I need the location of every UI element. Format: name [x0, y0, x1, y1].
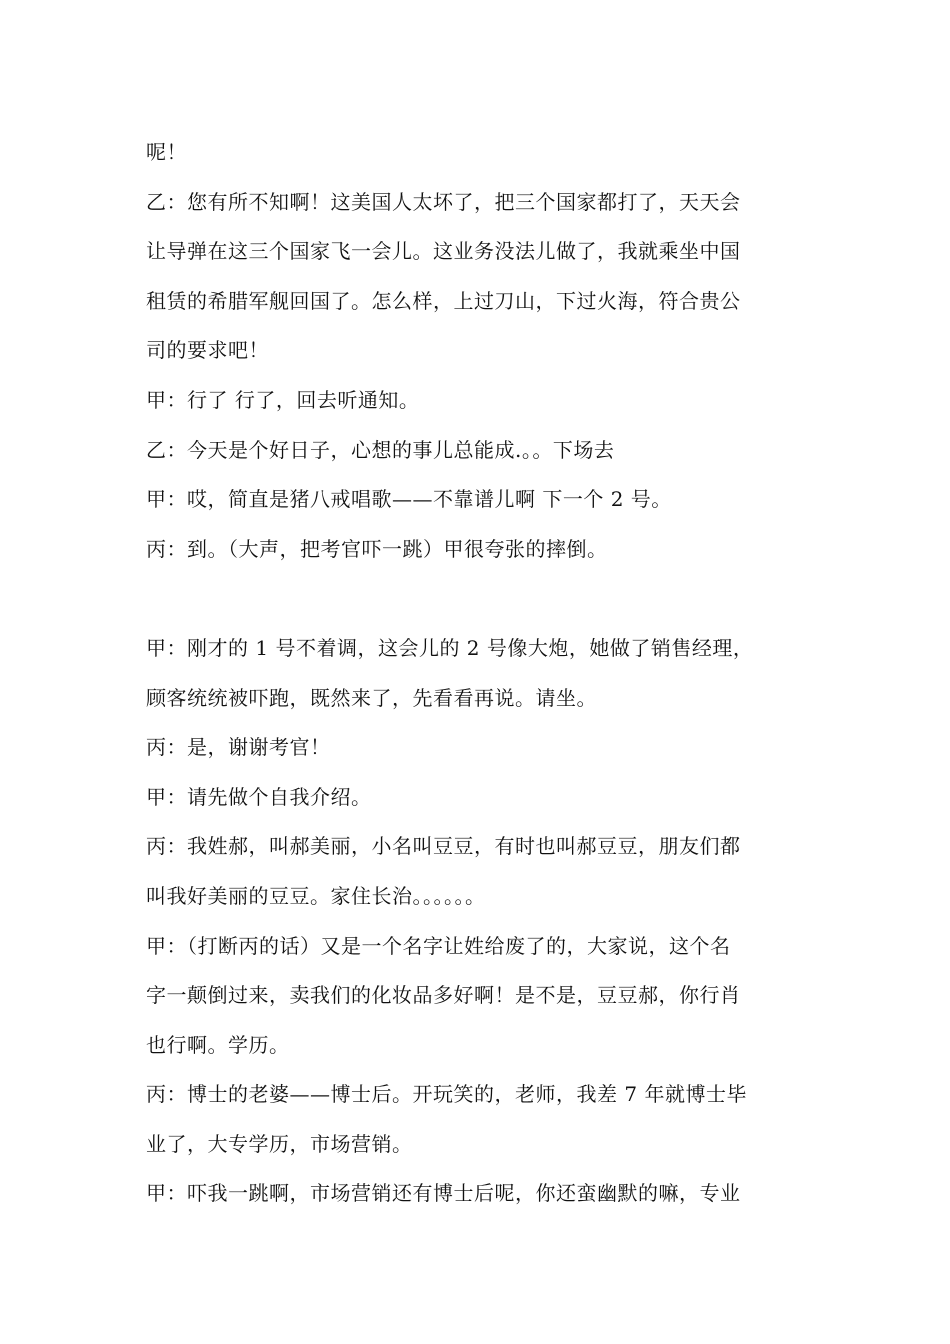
text-line: 乙：您有所不知啊！这美国人太坏了，把三个国家都打了，天天会 [146, 189, 741, 214]
text-line: 甲：（打断丙的话）又是一个名字让姓给废了的，大家说，这个名 [146, 933, 731, 958]
text-line: 叫我好美丽的豆豆。家住长治。。。。。。 [146, 883, 486, 908]
document-body [146, 128, 806, 1219]
text-line: 甲：请先做个自我介绍。 [146, 784, 372, 809]
text-line: 丙：到。（大声，把考官吓一跳）甲很夸张的摔倒。 [146, 536, 608, 561]
text-line: 甲：刚才的 1 号不着调，这会儿的 2 号像大炮，她做了销售经理， [146, 635, 754, 660]
text-line: 顾客统统被吓跑，既然来了，先看看再说。请坐。 [146, 685, 597, 710]
text-line: 甲：哎，简直是猪八戒唱歌——不靠谱儿啊 下一个 2 号。 [146, 487, 672, 512]
text-line: 呢！ [146, 140, 187, 164]
text-line: 业了，大专学历，市场营销。 [146, 1131, 413, 1156]
text-line: 甲：行了 行了，回去听通知。 [146, 387, 420, 412]
text-line: 甲：吓我一跳啊，市场营销还有博士后呢，你还蛮幽默的嘛，专业 [146, 1181, 741, 1206]
blank-line [146, 574, 806, 624]
text-line: 让导弹在这三个国家飞一会儿。这业务没法儿做了，我就乘坐中国 [146, 239, 741, 264]
text-line: 字一颠倒过来，卖我们的化妆品多好啊！是不是，豆豆郝，你行肖 [146, 983, 741, 1008]
text-line: 丙：博士的老婆——博士后。开玩笑的，老师，我差 7 年就博士毕 [146, 1082, 747, 1107]
text-line: 丙：我姓郝，叫郝美丽，小名叫豆豆，有时也叫郝豆豆，朋友们都 [146, 834, 741, 859]
text-line: 丙：是，谢谢考官！ [146, 735, 331, 760]
text-line: 乙：今天是个好日子，心想的事儿总能成.。。下场去 [146, 437, 615, 462]
text-line: 司的要求吧！ [146, 338, 269, 363]
text-line: 租赁的希腊军舰回国了。怎么样，上过刀山，下过火海，符合贵公 [146, 288, 741, 313]
text-line: 也行啊。学历。 [146, 1032, 290, 1057]
